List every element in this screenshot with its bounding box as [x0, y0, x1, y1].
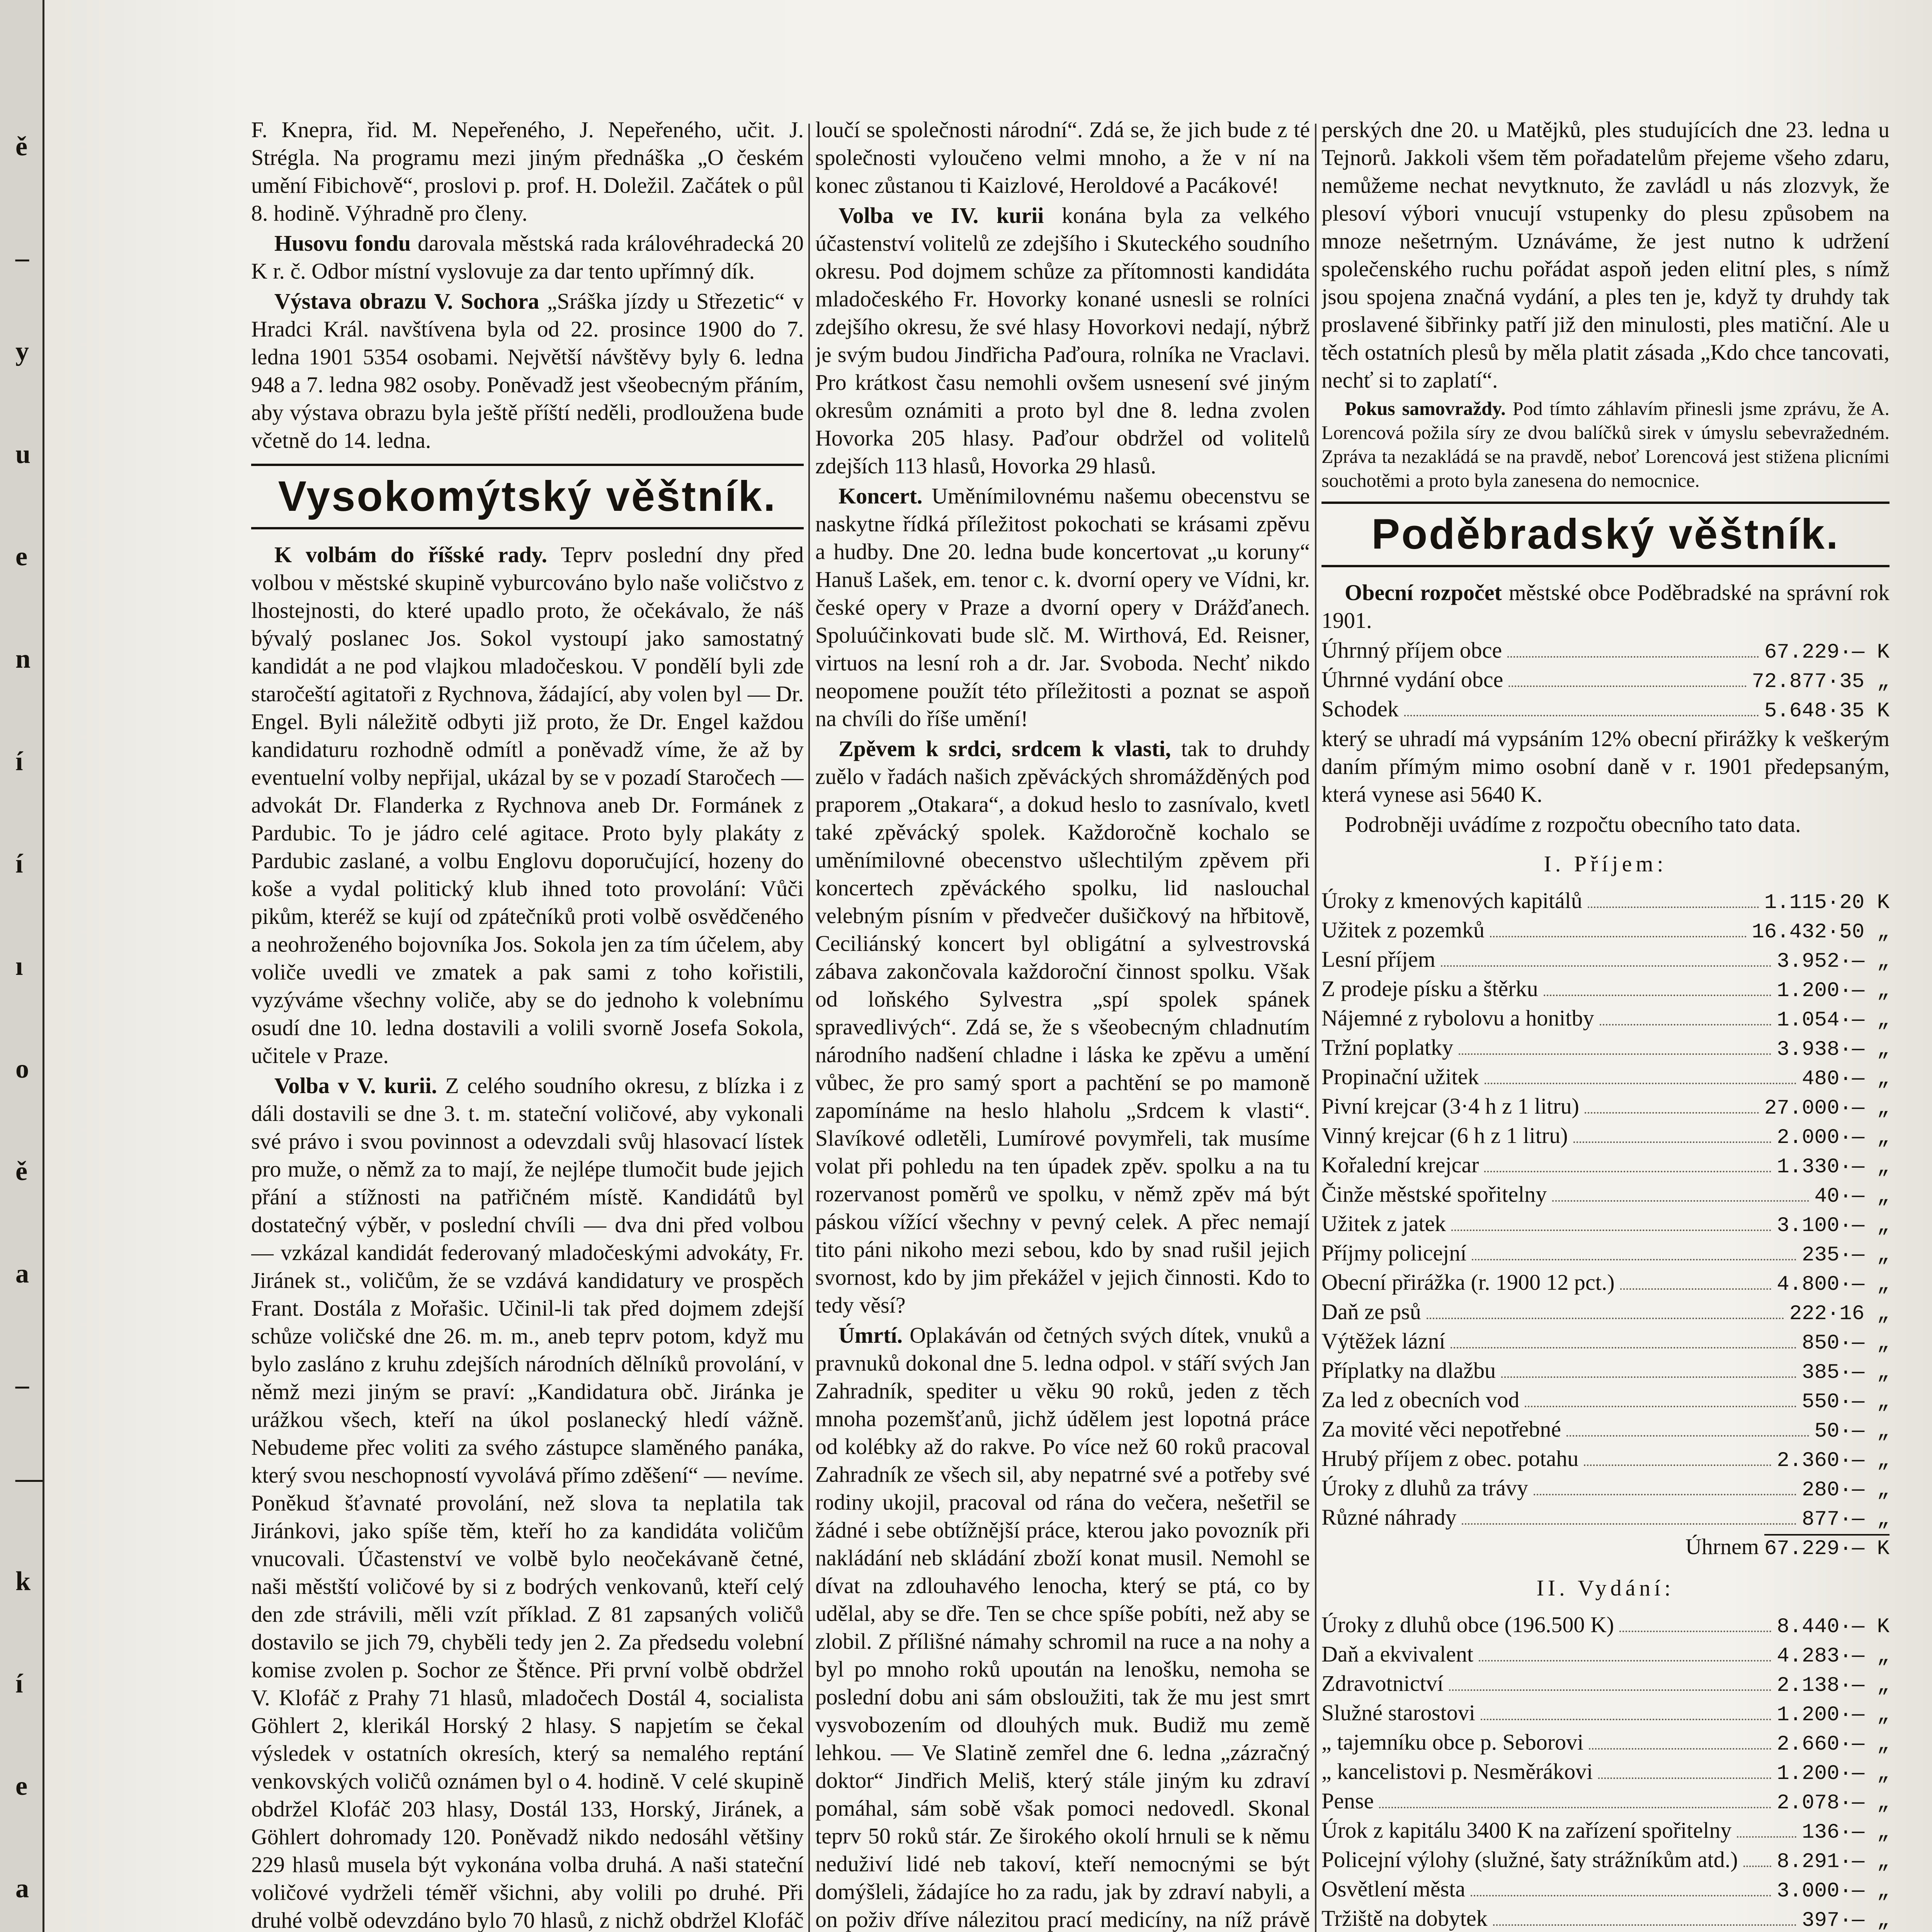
margin-fragment-char: ě: [15, 132, 28, 162]
margin-fragment-char: ı: [15, 951, 23, 981]
income-row-amount: 1.054·— „: [1777, 1009, 1889, 1032]
leader-dots: [1743, 1866, 1772, 1867]
section-heading-vysokomytsky: Vysokomýtský věštník.: [251, 464, 804, 529]
detail-text: Podrobněji uvádíme z rozpočtu obecního tato data.: [1345, 812, 1801, 837]
summary-row: [1321, 637, 1889, 666]
income-row-amount: 385·— „: [1802, 1361, 1889, 1384]
income-row-amount: 280·— „: [1802, 1478, 1889, 1502]
koncert-paragraph: Koncert. Uměnímilovnému našemu obecenstvu se naskytne řídká příležitost pokochati se krásami zpěvu a hudby. Dne 20. ledna bude koncertovat „u koruny“ Hanuš Lašek, em. tenor c. k. dvorní opery ve Vídni, kr. české opery v Praze a dvorní opery v Drážďanech. Spoluúčinkovati bude slč. M. Wirthová, Ed. Reisner, virtuos na lesní roh a dr. Jar. Svoboda. Nechť nikdo neopomene použít této příležitosti a poznat se aspoň na chvíli do říše umění!: [815, 483, 1310, 731]
income-row-label: Různé náhrady: [1321, 1505, 1457, 1530]
income-row: [1321, 887, 1889, 917]
expense-row-amount: 1.200·— „: [1777, 1703, 1889, 1727]
continuation-paragraph: perských dne 20. u Matějků, ples studujících dne 23. ledna u Tejnorů. Jakkoli všem těm pořadatelům přejeme všeho zdaru, nemůžeme nechat nevytknuto, že zavládl u nás zlozvyk, že plesoví výbori vnucují vstupenky do plesu způsobem na mnoze nešetrným. Uznáváme, že jest nutno k udržení společenského ruchu pořádat aspoň jeden elitní ples, s nímž jsou spojena značná vydání, a ples ten je, když ty druhdy tak proslavené šibřinky patří již den minulosti, ples matiční. Ale u těch ostatních plesů by měla platit zásada „Kdo chce tancovati, nechť si to zaplatí“.: [1321, 117, 1889, 393]
income-row-label: Úroky z kmenových kapitálů: [1321, 888, 1582, 913]
income-row-amount: 50·— „: [1814, 1420, 1889, 1443]
expense-row: [1321, 1611, 1889, 1641]
income-row-amount: 27.000·— „: [1764, 1097, 1889, 1120]
leader-dots: [1552, 1200, 1809, 1202]
income-row-amount: 2.000·— „: [1777, 1126, 1889, 1150]
income-table: [1321, 887, 1889, 1533]
summary-row-label: Úhrnné vydání obce: [1321, 667, 1503, 692]
pokus-samovrazdy-paragraph: Pokus samovraždy. Pod tímto záhlavím přinesli jsme zprávu, že A. Lorencová požila síry ze dvou balíčků sirek v úmyslu sebevražedném. Zpráva ta nezakládá se na pravdě, neboť Lorencová jest stižena plicními souchotěmi a proto byla zanesena do nemocnice.: [1321, 398, 1889, 491]
income-row-amount: 877·— „: [1802, 1508, 1889, 1531]
income-row: [1321, 1093, 1889, 1122]
expense-row: [1321, 1787, 1889, 1817]
summary-text: který se uhradí má vypsáním 12% obecní přirážky k veškerým daním přímým mimo osobní daně v r. 1901 předepsaným, která vynese asi 5640 K.: [1321, 726, 1889, 807]
expense-row-label: Daň a ekvivalent: [1321, 1641, 1473, 1667]
expense-row: [1321, 1817, 1889, 1846]
expense-row: [1321, 1670, 1889, 1699]
income-row-label: Za led z obecních vod: [1321, 1387, 1520, 1412]
expense-row-label: Úrok z kapitálu 3400 K na zařízení spořitelny: [1321, 1818, 1732, 1843]
expense-row-label: Tržiště na dobytek: [1321, 1906, 1488, 1931]
leader-dots: [1379, 1807, 1771, 1808]
income-row-amount: 235·— „: [1802, 1243, 1889, 1267]
income-row-label: Úroky z dluhů za trávy: [1321, 1475, 1528, 1500]
income-row-amount: 2.360·— „: [1777, 1449, 1889, 1473]
column-1: [251, 116, 804, 1932]
income-row-amount: 550·— „: [1802, 1390, 1889, 1414]
husovu-fondu-paragraph: Husovu fondu darovala městská rada královéhradecká 20 K r. č. Odbor místní vyslovuje za dar tento upřímný dík.: [251, 231, 804, 284]
expense-row-label: Zdravotnictví: [1321, 1671, 1444, 1696]
income-row: [1321, 1357, 1889, 1386]
income-row: [1321, 1005, 1889, 1034]
margin-fragment-char: e: [15, 542, 28, 571]
income-total-amount: 67.229·— K: [1764, 1534, 1889, 1563]
income-row-amount: 1.115·20 K: [1764, 891, 1889, 915]
income-row: [1321, 1034, 1889, 1063]
leader-dots: [1490, 936, 1747, 937]
margin-fragment-char: _: [15, 234, 29, 264]
leader-dots: [1479, 1660, 1771, 1662]
margin-fragment-char: o: [15, 1054, 29, 1084]
income-total-row: [1321, 1533, 1889, 1563]
income-row: [1321, 946, 1889, 975]
margin-fragment-char: ě: [15, 1156, 28, 1186]
expense-row-label: Služné starostovi: [1321, 1700, 1475, 1725]
expense-row-amount: 8.291·— „: [1777, 1850, 1889, 1874]
leader-dots: [1507, 656, 1759, 658]
leader-dots: [1451, 1230, 1771, 1231]
leader-dots: [1485, 1083, 1797, 1084]
margin-fragment-char: _: [15, 1361, 29, 1391]
expense-heading: II. Vydání:: [1536, 1575, 1675, 1600]
income-row: [1321, 1151, 1889, 1181]
income-row-label: Činže městské spořitelny: [1321, 1182, 1547, 1207]
income-row: [1321, 1328, 1889, 1357]
income-row-label: Hrubý příjem z obec. potahu: [1321, 1446, 1579, 1471]
budget-summary: [1321, 637, 1889, 725]
expense-row-amount: 8.440·— K: [1777, 1615, 1889, 1639]
leader-dots: [1484, 1171, 1771, 1172]
leader-dots: [1404, 715, 1759, 716]
income-row-amount: 850·— „: [1802, 1332, 1889, 1355]
leader-dots: [1619, 1631, 1771, 1632]
summary-row-amount: 5.648·35 K: [1764, 699, 1889, 723]
expense-row-amount: 136·— „: [1802, 1821, 1889, 1844]
column-2: [815, 116, 1310, 1932]
expense-row-label: „ tajemníku obce p. Seborovi: [1321, 1730, 1584, 1755]
expense-row: [1321, 1846, 1889, 1876]
income-row-label: Příplatky na dlažbu: [1321, 1358, 1496, 1383]
income-row-label: Kořalední krejcar: [1321, 1152, 1479, 1177]
section-heading-podebradsky: Poděbradský věštník.: [1321, 502, 1889, 567]
leader-dots: [1525, 1406, 1796, 1407]
income-row-label: Vinný krejcar (6 h z 1 litru): [1321, 1123, 1568, 1148]
leader-dots: [1427, 1318, 1784, 1319]
income-row-amount: 3.938·— „: [1777, 1038, 1889, 1061]
income-row-amount: 3.100·— „: [1777, 1214, 1889, 1238]
income-row: [1321, 1475, 1889, 1504]
income-row: [1321, 1210, 1889, 1240]
summary-row-amount: 72.877·35 „: [1752, 670, 1889, 694]
summary-row: [1321, 696, 1889, 725]
income-row-amount: 1.330·— „: [1777, 1155, 1889, 1179]
intro-paragraph: F. Knepra, řid. M. Nepeřeného, J. Nepeřeného, učit. J. Strégla. Na programu mezi jiným přednáška „O českém umění Fibichově“, proslovi p. prof. H. Doležil. Začátek o půl 8. hodině. Výhradně pro členy.: [251, 117, 804, 226]
left-margin-strip: [0, 0, 44, 1932]
income-row-amount: 40·— „: [1814, 1185, 1889, 1208]
income-row-label: Za movité věci nepotřebné: [1321, 1417, 1561, 1442]
margin-fragment-char: k: [15, 1566, 31, 1596]
income-row-label: Lesní příjem: [1321, 947, 1435, 972]
leader-dots: [1451, 1347, 1796, 1349]
expense-row: [1321, 1641, 1889, 1670]
expense-row-label: Osvětlení města: [1321, 1876, 1466, 1901]
leader-dots: [1501, 1376, 1796, 1378]
expense-row-label: Pense: [1321, 1788, 1374, 1813]
column-rule-2: [1315, 124, 1316, 1932]
income-row-label: Daň ze psů: [1321, 1299, 1421, 1324]
income-heading: I. Příjem:: [1544, 851, 1667, 876]
income-row: [1321, 1298, 1889, 1328]
leader-dots: [1585, 1112, 1759, 1114]
continuation-paragraph: loučí se společnosti národní“. Zdá se, že jich bude z té společnosti vyloučeno velmi mnoho, a že v ní na konec zůstanou ti Kaizlové, Heroldové a Pacákové!: [815, 117, 1310, 198]
income-row: [1321, 1181, 1889, 1210]
volba-5-kurie-paragraph: Volba v V. kurii. Z celého soudního okresu, z blízka i z dáli dostavili se dne 3. t. m. stateční voličové, aby vykonali své právo i svou povinnost a odevzdali svůj hlasovací lístek pro muže, o němž za to mají, že nejlépe tlumočit bude jejich přání a stížnosti na patřičném místě. Kandidátů byl dostatečný výběr, v poslední chvíli — dva dni před volbou — vzkázal kandidát federovaný mladočeskými advokáty, Fr. Jiránek st., voličům, že se vzdává kandidatury ve prospěch Frant. Dostála z Mořašic. Učinil-li tak před dojmem zdejší schůze voličské dne 26. m. m., aneb teprv potom, když mu bylo zasláno z kruhu zdejších národních dělníků provolání, v němž mezi jiným se praví: „Kandidatura obč. Jiránka je urážkou všech, kteří na úkol poslanecký hledí vážně. Nebudeme přec voliti za svého zástupce slaměného panáka, který svou neschopností vyvolává přímo zděšení“ — nevíme. Poněkud šťavnaté provolání, než slova ta neplatila tak Jiránkovi, jako spíše těm, kteří ho za kandidáta voličům vnucovali. Účastenství ve volbě bylo neočekávaně četné, naši městští voličové by si z bodrých venkovanů, kteří celý den zde strávili, měli vzít příklad. Z 81 zapsaných voličů dostavilo se jich 79, chyběli tedy jen 2. Za předsedu volební komise zvolen p. Sochor ze Štěnce. Při první volbě obdržel V. Klofáč z Prahy 71 hlasů, mladočech Dostál 4, socialista Göhlert 2, klerikál Horský 2 hlasy. S napjetím se čekal výsledek v ostatních okresích, který sa nemalého reptání venkovských voličů oznámen byl o 4. hodině. V celé skupině obdržel Klofáč 203 hlasy, Dostál 133, Horský, Jiránek, a Göhlert dohromady 120. Poněvadž nikdo nedosáhl většiny 229 hlasů musela být vykonána volba druhá. A naši stateční voličové vydrželi téměř všichni, aby volili po druhé. Při druhé volbě odevzdáno bylo 70 hlasů, z nichž obdržel Klofáč: [251, 1073, 804, 1932]
income-row: [1321, 1240, 1889, 1269]
income-row-label: Příjmy policejní: [1321, 1240, 1467, 1265]
margin-fragment-char: y: [15, 337, 29, 366]
expense-row-label: Policejní výlohy (služné, šaty strážníkům atd.): [1321, 1847, 1738, 1872]
income-row-label: Pivní krejcar (3·4 h z 1 litru): [1321, 1094, 1579, 1119]
income-row: [1321, 1063, 1889, 1093]
income-row-amount: 3.952·— „: [1777, 950, 1889, 973]
leader-dots: [1589, 1748, 1771, 1750]
expense-row: [1321, 1905, 1889, 1932]
income-row-label: Výtěžek lázní: [1321, 1328, 1446, 1354]
volba-4-kurie-paragraph: Volba ve IV. kurii konána byla za velkého účastenství volitelů ze zdejšího i Skuteckého soudního okresu. Pod dojmem schůze za přítomnosti kandidáta mladočeského Fr. Hovorky konané usnesli se rolníci zdejšího okresu, že své hlasy Hovorkovi nedají, nýbrž je svým budou Jindřicha Paďoura, rolníka ne Vraclavi. Pro krátkost času nemohli ovšem usnesení své jiným okresům oznámiti a proto byl dne 8. ledna zvolen Hovorka 205 hlasy. Paďour obdržel od volitelů zdejších 113 hlasů, Hovorka 29 hlasů.: [815, 203, 1310, 478]
leader-dots: [1462, 1523, 1796, 1525]
leader-dots: [1544, 995, 1772, 996]
income-row: [1321, 1445, 1889, 1475]
leader-dots: [1493, 1924, 1797, 1926]
income-row: [1321, 1504, 1889, 1533]
leader-dots: [1471, 1895, 1771, 1896]
expense-row-amount: 397·— „: [1802, 1909, 1889, 1932]
income-row-label: Obecní přirážka (r. 1900 12 pct.): [1321, 1270, 1615, 1295]
leader-dots: [1573, 1141, 1772, 1143]
income-row-label: Tržní poplatky: [1321, 1035, 1454, 1060]
income-row-amount: 1.200·— „: [1777, 979, 1889, 1003]
leader-dots: [1600, 1024, 1772, 1026]
income-row-label: Z prodeje písku a štěrku: [1321, 976, 1538, 1001]
margin-fragment-char: —: [15, 1464, 43, 1493]
income-row-label: Užitek z jatek: [1321, 1211, 1446, 1236]
income-row-amount: 16.432·50 „: [1752, 920, 1889, 944]
income-row: [1321, 917, 1889, 946]
income-row: [1321, 1122, 1889, 1151]
leader-dots: [1509, 685, 1746, 687]
income-row-label: Užitek z pozemků: [1321, 917, 1485, 942]
leader-dots: [1598, 1777, 1771, 1779]
income-row-label: Propinační užitek: [1321, 1064, 1479, 1089]
income-row-amount: 4.800·— „: [1777, 1273, 1889, 1296]
margin-fragment-char: í: [15, 849, 23, 879]
leader-dots: [1534, 1494, 1796, 1495]
margin-fragment-char: e: [15, 1771, 28, 1801]
leader-dots: [1459, 1053, 1771, 1055]
expense-row-label: „ kancelistovi p. Nesměrákovi: [1321, 1759, 1593, 1784]
expense-row-amount: 4.283·— „: [1777, 1645, 1889, 1668]
leader-dots: [1588, 906, 1759, 908]
income-row: [1321, 1416, 1889, 1445]
leader-dots: [1449, 1689, 1772, 1691]
expense-row-amount: 2.078·— „: [1777, 1791, 1889, 1815]
margin-fragment-char: u: [15, 439, 31, 469]
expense-row-label: Úroky z dluhů obce (196.500 K): [1321, 1612, 1614, 1637]
expense-row: [1321, 1729, 1889, 1758]
expense-row: [1321, 1758, 1889, 1787]
leader-dots: [1584, 1464, 1771, 1466]
summary-row-amount: 67.229·— K: [1764, 641, 1889, 664]
income-row: [1321, 975, 1889, 1005]
margin-fragment-char: n: [15, 644, 31, 674]
summary-row-label: Úhrnný příjem obce: [1321, 638, 1502, 663]
volbam-paragraph: K volbám do říšské rady. Teprv poslední dny před volbou v městské skupině vyburcováno bylo naše voličstvo z lhostejnosti, do které upadlo proto, že očekávalo, že náš bývalý poslanec Jos. Sokol vystoupí jako samostatný kandidát a ne pod vlajkou mladočeskou. V pondělí byli zde staročeští agitatoři z Rychnova, žádající, aby volen byl — Dr. Engel. Byli náležitě odbyti již proto, že Dr. Engel každou kandidaturu rozhodně odmítl a poněvadž víme, že až by eventuelní volby nepřijal, ukázal by se v pozadí Staročech — advokát Dr. Flanderka z Rychnova aneb Dr. Formánek z Pardubic. To je jádro celé agitace. Proto byly plakáty z Pardubic zaslané, a volbu Englovu doporučující, hozeny do koše a vydal politický klub ihned toto provolání: Vůči pikům, kteréž se kují od zpátečníků proti volbě osvědčeného a neohroženého bojovníka Jos. Sokola jen za tím účelem, aby voliče uvedli ve zmatek a pak sami z toho kořistili, vyzýváme všechny voliče, aby se do jednoho k volebnímu osudí dne 10. ledna dostavili a volili svorně Josefa Sokola, učitele v Praze.: [251, 542, 804, 1068]
margin-fragment-char: a: [15, 1259, 29, 1289]
expense-row-amount: 3.000·— „: [1777, 1879, 1889, 1903]
vystava-paragraph: Výstava obrazu V. Sochora „Sráška jízdy u Střezetic“ v Hradci Král. navštívena byla od 22. prosince 1900 do 7. ledna 1901 5354 osobami. Největší návštěvy byly 6. ledna 948 a 7. ledna 982 osoby. Poněvadž jest všeobecným přáním, aby výstava obrazu byla ještě příští neděli, prodloužena bude včetně do 14. ledna.: [251, 289, 804, 453]
column-3: [1321, 116, 1889, 1932]
leader-dots: [1620, 1288, 1772, 1290]
summary-row-label: Schodek: [1321, 696, 1399, 721]
leader-dots: [1566, 1435, 1809, 1437]
column-rule-1: [808, 124, 810, 1932]
margin-fragment-char: a: [15, 1874, 29, 1903]
income-row: [1321, 1269, 1889, 1298]
leader-dots: [1737, 1836, 1796, 1838]
summary-row: [1321, 666, 1889, 696]
zpevem-paragraph: Zpěvem k srdci, srdcem k vlasti, tak to druhdy zuělo v řadách našich zpěváckých shromážděných pod praporem „Otakara“, a dokud heslo to zasnívalo, kvetl také zpěvácký spolek. Každoročně kochalo se uměnímilovné obecenstvo ušlechtilým zpěvem při koncertech zpěváckého spolku, lid naslouchal velebným písním v předvečer dušičkový na hřbitově, Ceciliánský koncert byl obligátní a sylvestrovská zábava zakončovala každoroční činnost spolku. Však od loňského Sylvestra „spí spolek spánek spravedlivých“. Zdá se, že s všeobecným chladnutím národního nadšení chladne i láska ke zpěvu a umění vůbec, že pro samý sport a pachtění se po mamoně zapomínáme na heslo hlaholu „Srdcem k vlasti“. Slavíkové odletěli, Lumírové povymřeli, tak musíme volat při pohledu na ten úpadek zpěv. spolku a na tu rozervanost poměrů ve spolku, v němž zpěv má být páskou vížící všechny v pevný celek. A přec nemají tito páni nikoho mezi sebou, kdo by snad rušil jejich svornost, kdo by jim překážel v jejich činnosti. Kdo to tedy věsí?: [815, 736, 1310, 1318]
margin-fragment-char: í: [15, 1669, 23, 1699]
leader-dots: [1472, 1259, 1796, 1260]
expense-row-amount: 1.200·— „: [1777, 1762, 1889, 1786]
leader-dots: [1481, 1719, 1771, 1720]
income-row-label: Nájemné z rybolovu a honitby: [1321, 1005, 1594, 1031]
umrti-paragraph: Úmrtí. Oplakáván od četných svých dítek, vnuků a pravnuků dokonal dne 5. ledna odpol. v stáří svých Jan Zahradník, spediter u věku 90 roků, jeden z těch mnoha pozemšťanů, jichž údělem jest lopotná práce od kolébky až do rakve. Po více než 60 roků pracoval Zahradník ze všech sil, aby nepatrné své a potřeby své rodiny ukojil, pracoval od rána do večera, nešetřil se žádné i sebe obtížnější práce, kterou jako povozník při nakládání neb skládání zboží konat musil. Nemohl se dívat na zdlouhavého lenocha, který se ptá, co by udělal, aby se dře. Ten se chce spíše pobíti, než aby se zlobil. Z přílišné námahy schromil na ruce a na nohy a byl po mnoho roků upoután na lenošku, nemoha se poslední dobu ani sám obsloužiti, tak že mu jest smrt vysvobozením od dlouhých muk. Budiž mu země lehkou. — Ve Slatině zemřel dne 6. ledna „zázračný doktor“ Jindřich Meliš, který stále jiným ku zdraví pomáhal, sám sobě však pomoci nedovedl. Skonal teprv 50 roků stár. Ze širokého okolí hrnuli se k němu neduživí lidé neb takoví, kteří nemocnými se být domýšleli, žádajíce ho za radu, jak by zdraví nabyli, a on poživ dříve nálezitou prací medicíny, na níž právě: [815, 1323, 1310, 1932]
expense-row-amount: 2.660·— „: [1777, 1733, 1889, 1756]
income-total-label: Úhrnem: [1685, 1534, 1759, 1559]
expense-row: [1321, 1876, 1889, 1905]
expense-row-amount: 2.138·— „: [1777, 1674, 1889, 1697]
margin-fragment-char: í: [15, 747, 23, 776]
expense-row: [1321, 1699, 1889, 1729]
rozpocet-intro: Obecní rozpočet městské obce Poděbradské na správní rok 1901.: [1321, 580, 1889, 633]
expense-table: [1321, 1611, 1889, 1932]
income-row-amount: 222·16 „: [1789, 1302, 1889, 1326]
leader-dots: [1441, 965, 1772, 967]
income-row: [1321, 1386, 1889, 1416]
income-row-amount: 480·— „: [1802, 1067, 1889, 1091]
